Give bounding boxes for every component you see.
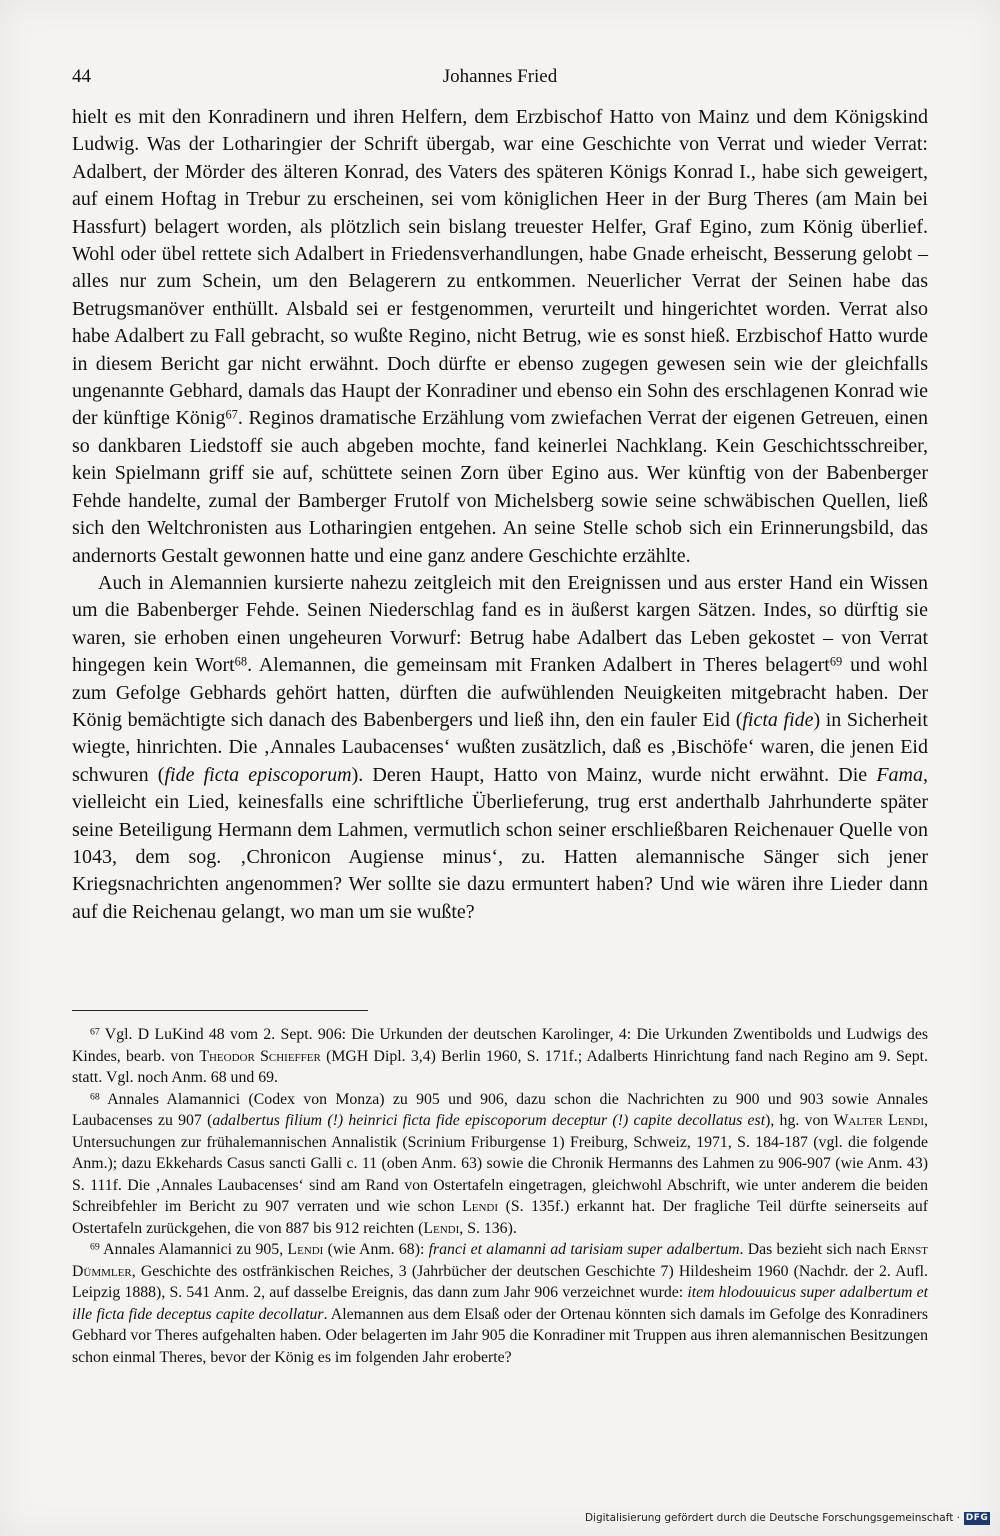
digitization-credit xyxy=(585,1510,990,1526)
running-head: Johannes Fried xyxy=(442,66,558,87)
dfg-logo: DFG xyxy=(965,1513,989,1523)
italic-latin-text: adalbertus filium (!) heinrici ficta fide episcoporum deceptur (!) capite decollatus est xyxy=(212,1112,766,1129)
page-number: 44 xyxy=(72,66,91,87)
main-text xyxy=(72,104,928,926)
italic-latin-text: Fama xyxy=(876,763,923,786)
italic-latin-text: item hlodouuicus super adalbertum et ille ficta fide deceptus capite decollatur xyxy=(72,1284,928,1323)
author-name: Lendi xyxy=(423,1219,460,1237)
credit-text: Digitalisierung gefördert durch die Deutsche Forschungsgemeinschaft · xyxy=(584,1512,960,1524)
page-header xyxy=(72,66,928,94)
footnote-marker: 68 xyxy=(234,654,248,669)
italic-latin-text: fide ficta episcoporum xyxy=(164,763,352,786)
footnote-67: $^{67}$ Vgl. D LuKind 48 vom 2. Sept. 906: Die Urkunden der deutschen Karolinger, 4: Die Urkunden Zwentibolds und Ludwigs des Kindes, bearb. von Theodor Schieffer (MGH Dipl. 3,4) Berlin 1960, S. 171f.; Adalberts Hinrichtung fand nach Regino am 9. Sept. statt. Vgl. noch Anm. 68 und 69. xyxy=(72,1026,928,1086)
paragraph-2: Auch in Alemannien kursierte nahezu zeitgleich mit den Ereignissen und aus erster Hand ein Wissen um die Babenberger Fehde. Seinen Niederschlag fand es in äußerst kargen Sätzen. Indes, so dürftig sie waren, sie erhoben einen ungeheuren Vorwurf: Betrug habe Adalbert das Leben gekostet – von Verrat hingegen kein Wort$^{68}$. Alemannen, die gemeinsam mit Franken Adalbert in Theres belagert$^{69}$ und wohl zum Gefolge Gebhards gehört hatten, dürften die aufwühlenden Neuigkeiten mitgebracht haben. Der König bemächtigte sich danach des Babenbergers und ließ ihn, den ein fauler Eid (ficta fide) in Sicherheit wiegte, hinrichten. Die ‚Annales Laubacenses‘ wußten zusätzlich, daß es ‚Bischöfe‘ waren, die jenen Eid schwuren (fide ficta episcoporum). Deren Haupt, Hatto von Mainz, wurde nicht erwähnt. Die Fama, vielleicht ein Lied, keinesfalls eine schriftliche Überlieferung, trug erst anderthalb Jahrhunderte später seine Beteiligung Hermann dem Lahmen, vermutlich schon seiner erschließbaren Reichenauer Quelle von 1043, dem sog. ‚Chronicon Augiense minus‘, zu. Hatten alemannische Sänger sich jener Kriegsnachrichten angenommen? Wer sollte sie dazu ermuntert haben? Und wie wären ihre Lieder dann auf die Reichenau gelangt, wo man um sie wußte? xyxy=(72,571,928,923)
footnote-marker: 69 xyxy=(90,1241,100,1253)
footnotes xyxy=(72,1024,928,1368)
footnote-marker: 68 xyxy=(90,1091,100,1103)
author-name: Lendi xyxy=(462,1198,498,1215)
author-name: Lendi xyxy=(287,1241,324,1258)
footnote-separator xyxy=(72,1010,368,1011)
footnote-69: $^{69}$ Annales Alamannici zu 905, Lendi (wie Anm. 68): franci et alamanni ad tarisiam super adalbertum. Das bezieht sich nach Ernst Dümmler, Geschichte des ostfränkischen Reiches, 3 (Jahrbücher der deutschen Geschichte 7) Hildesheim 1960 (Nachdr. der 2. Aufl. Leipzig 1888), S. 541 Anm. 2, auf dasselbe Ereignis, das dann zum Jahr 906 verzeichnet wurde: item hlodouuicus super adalbertum et ille ficta fide deceptus capite decollatur. Alemannen aus dem Elsaß oder der Ortenau könnten sich damals im Gefolge des Konradiners Gebhard vor Theres aufgehalten haben. Oder belagerten im Jahr 905 die Konradiner mit Truppen aus ihren alemannischen Besitzungen schon einmal Theres, bevor der König es im folgenden Jahr eroberte? xyxy=(72,1241,929,1366)
italic-latin-text: ficta fide xyxy=(742,708,814,731)
author-name: Ernst Dümmler xyxy=(72,1241,929,1280)
footnote-marker: 67 xyxy=(90,1026,100,1038)
author-name: Theodor Schieffer xyxy=(199,1047,321,1065)
paragraph-1: hielt es mit den Konradinern und ihren Helfern, dem Erzbischof Hatto von Mainz und dem Königskind Ludwig. Was der Lotharingier der Schrift übergab, war eine Geschichte von Verrat und wieder Verrat: Adalbert, der Mörder des älteren Konrad, des Vaters des späteren Königs Konrad I., habe sich geweigert, auf einem Hoftag in Trebur zu erscheinen, sei vom königlichen Heer in der Burg Theres (am Main bei Hassfurt) belagert worden, als plötzlich sein bislang treuester Helfer, Graf Egino, zum König überlief. Wohl oder übel rettete sich Adalbert in Friedensverhandlungen, habe Gnade erheischt, Besserung gelobt – alles nur zum Schein, um den Belagerern zu entkommen. Neuerlicher Verrat der Seinen habe das Betrugsmanöver enthüllt. Alsbald sei er festgenommen, verurteilt und hingerichtet worden. Verrat also habe Adalbert zu Fall gebracht, so wußte Regino, nicht Betrug, wie es sonst hieß. Erzbischof Hatto wurde in diesem Bericht gar nicht erwähnt. Doch dürfte er ebenso zugegen gewesen sein wie der gleichfalls ungenannte Gebhard, damals das Haupt der Konradiner und ebenso ein Sohn des erschlagenen Konrad wie der künftige König$^{67}$. Reginos dramatische Erzählung vom zwiefachen Verrat der eigenen Getreuen, einen so dankbaren Liedstoff sie auch abgeben mochte, fand keinerlei Nachklang. Kein Geschichtsschreiber, kein Spielmann griff sie auf, schüttete seinen Zorn über Egino aus. Wer künftig von der Babenberger Fehde handelte, zumal der Bamberger Frutolf von Michelsberg sowie seine schwäbischen Quellen, ließ sich den Weltchronisten aus Lotharingien entgehen. An seine Stelle schob sich ein Erinnerungsbild, das andernorts Gestalt gewonnen hatte und eine ganz andere Geschichte erzählte. xyxy=(72,106,929,567)
footnote-marker: 69 xyxy=(829,654,843,669)
italic-latin-text: franci et alamanni ad tarisiam super adalbertum xyxy=(428,1241,740,1258)
author-name: Walter Lendi xyxy=(833,1112,925,1129)
footnote-68: $^{68}$ Annales Alamannici (Codex von Monza) zu 905 und 906, dazu schon die Nachrichten zu 900 und 903 sowie Annales Laubacenses zu 907 (adalbertus filium (!) heinrici ficta fide episcoporum deceptur (!) capite decollatus est), hg. von Walter Lendi, Untersuchungen zur frühalemannischen Annalistik (Scrinium Friburgense 1) Freiburg, Schweiz, 1971, S. 184-187 (vgl. die folgende Anm.); dazu Ekkehards Casus sancti Galli c. 11 (oben Anm. 63) sowie die Chronik Hermanns des Lahmen zu 906-907 (wie Anm. 43) S. 111f. Die ‚Annales Laubacenses‘ sind am Rand von Ostertafeln eingetragen, gleichwohl Abschrift, wie unter anderem die beiden Schreibfehler im Bericht zu 907 verraten und wie schon Lendi (S. 135f.) erkannt hat. Der fragliche Teil dürfte seinerseits auf Ostertafeln zurückgehen, die von 887 bis 912 reichten (Lendi, S. 136). xyxy=(72,1090,928,1237)
footnote-marker: 67 xyxy=(225,407,238,422)
